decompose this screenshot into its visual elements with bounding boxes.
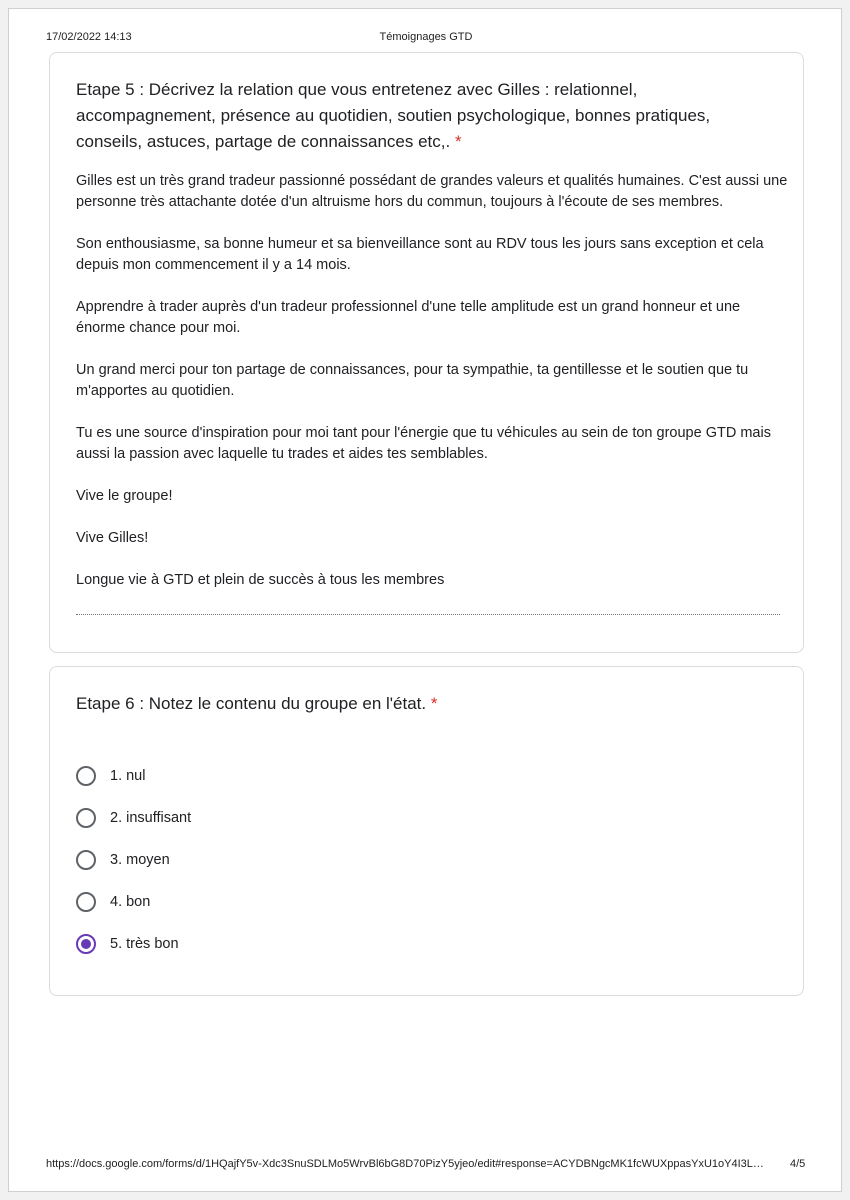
answer-paragraph: Son enthousiasme, sa bonne humeur et sa bienveillance sont au RDV tous les jours sans exception et cela depuis mon commencement il y a 14 mois. bbox=[76, 236, 768, 273]
radio-button[interactable] bbox=[76, 850, 96, 870]
answer-text bbox=[76, 171, 791, 591]
question-card-step-6 bbox=[49, 666, 804, 996]
rating-options bbox=[76, 755, 191, 965]
radio-option-1[interactable] bbox=[76, 755, 191, 797]
print-page bbox=[8, 8, 842, 1192]
radio-button-selected[interactable] bbox=[76, 934, 96, 954]
option-label: 3. moyen bbox=[110, 852, 170, 868]
question-text: Etape 5 : Décrivez la relation que vous entretenez avec Gilles : relationnel, accompagnement, présence au quotidien, soutien psychologique, bonnes pratiques, conseils, astuces, partage de connaissances etc,. bbox=[76, 80, 711, 151]
print-datetime: 17/02/2022 14:13 bbox=[46, 31, 132, 43]
radio-option-4[interactable] bbox=[76, 881, 191, 923]
print-document-title: Témoignages GTD bbox=[379, 31, 473, 43]
answer-paragraph: Vive Gilles! bbox=[76, 530, 149, 546]
option-label: 2. insuffisant bbox=[110, 810, 192, 826]
answer-paragraph: Un grand merci pour ton partage de connaissances, pour ta sympathie, ta gentillesse et le soutien que tu m'apportes au quotidien. bbox=[76, 362, 753, 399]
print-url: https://docs.google.com/forms/d/1HQajfY5v-Xdc3SnuSDLMo5WrvBl6bG8D70PizY5yjeo/edit#response=ACYDBNgcMK1fcWUXppasYxU1oY4I3L… bbox=[46, 1158, 764, 1170]
question-card-step-5 bbox=[49, 52, 804, 653]
required-marker: * bbox=[454, 132, 462, 151]
radio-button[interactable] bbox=[76, 892, 96, 912]
question-text: Etape 6 : Notez le contenu du groupe en l'état. bbox=[76, 694, 427, 713]
radio-button[interactable] bbox=[76, 766, 96, 786]
radio-option-5[interactable] bbox=[76, 923, 191, 965]
required-marker: * bbox=[430, 694, 438, 713]
answer-underline bbox=[76, 614, 780, 615]
option-label: 4. bon bbox=[110, 894, 151, 910]
radio-option-3[interactable] bbox=[76, 839, 191, 881]
question-title bbox=[76, 77, 766, 155]
answer-paragraph: Vive le groupe! bbox=[76, 488, 173, 504]
answer-paragraph: Longue vie à GTD et plein de succès à tous les membres bbox=[76, 572, 445, 588]
question-title bbox=[76, 691, 766, 717]
answer-paragraph: Gilles est un très grand tradeur passionné possédant de grandes valeurs et qualités humaines. C'est aussi une personne très attachante dotée d'un altruisme hors du commun, toujours à l'écoute de ses membres. bbox=[76, 173, 792, 210]
option-label: 5. très bon bbox=[110, 936, 179, 952]
option-label: 1. nul bbox=[110, 768, 146, 784]
radio-button[interactable] bbox=[76, 808, 96, 828]
answer-paragraph: Apprendre à trader auprès d'un tradeur professionnel d'une telle amplitude est un grand honneur et une énorme chance pour moi. bbox=[76, 299, 745, 336]
answer-paragraph: Tu es une source d'inspiration pour moi tant pour l'énergie que tu véhicules au sein de ton groupe GTD mais aussi la passion avec laquelle tu trades et aides tes semblables. bbox=[76, 425, 775, 462]
radio-option-2[interactable] bbox=[76, 797, 191, 839]
page-number: 4/5 bbox=[790, 1158, 806, 1170]
